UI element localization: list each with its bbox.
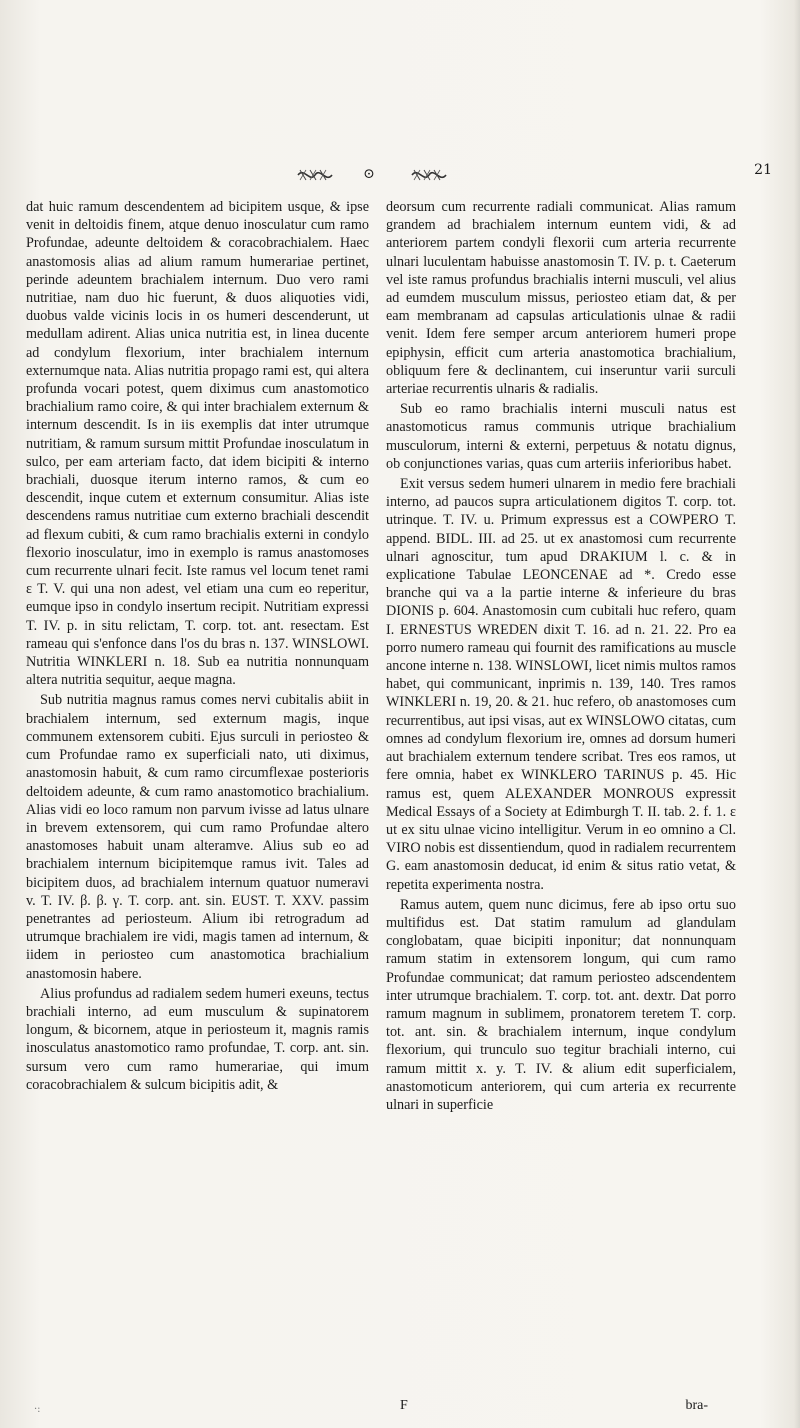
right-column [386, 198, 736, 1116]
printer-ornament-right-icon [410, 166, 448, 184]
right-paragraph-4: Ramus autem, quem nunc dicimus, fere ab ipso ortu suo multifidus est. Dat statim ramulum ad glandulam conglobatam, quae bicipiti inponitur; dat nonnunquam ramum statim in extensorem longum, qui cum ramo Profundae communicat; dat ramum periosteo adscendentem inter utrumque brachialem. T. corp. tot. ant. dextr. Dat porro ramum magnum in sublimem, pronatorem teretem T. corp. tot. ant. sin. & brachialem internum, inque condylum flexorium, qui trunculo suo tegitur brachiali interno, cui ramum mittit x. y. T. IV. & alium edit superficialem, anastomoticum anteriorem, qui cum arteria ex recurrente ulnari in superficie [386, 896, 736, 1113]
scan-edge-shadow [794, 0, 800, 1428]
left-paragraph-2: Sub nutritia magnus ramus comes nervi cubitalis abiit in brachialem internum, sed externum magis, inque communem extensorem cubiti. Ejus surculi in periosteo & cum Profundae ramo ex superficiali nato, uti diximus, anastomosin habuit, & cum ramo circumflexae posterioris deltoidem adeunte, & cum ramo anastomotico brachialium. Alias vidi eo loco ramum non parvum ivisse ad latus ulnare in brevem extensorem, qui cum ramo Profundae altero anastomoses habuit unam alteramve. Alius sub eo ad brachialem internum bicipitemque ramus ivit. Tales ad bicipitem duos, ad brachialem internum quatuor numeravi v. T. IV. β. β. γ. T. corp. ant. sin. EUST. T. XXV. passim penetrantes ad periosteum. Alium ibi retrogradum ad utrumque brachialem ire vidi, magis tamen ad internum, & iidem in periosteo cum anastomotica brachialium anastomosin habere. [26, 692, 369, 982]
right-paragraph-3: Exit versus sedem humeri ulnarem in medio fere brachiali interno, ad paucos supra articulationem digitos T. corp. tot. utrinque. T. IV. u. Primum expressus est a COWPERO T. append. BIDL. III. ad 25. ut ex anastomosi cum recurrente ulnari agnoscitur, tum apud DRAKIUM l. c. & in explicatione Tabulae LEONCENAE ad *. Credo esse branche qui va a la partie interne & inferieure du bras DIONIS p. 604. Anastomosin cum cubitali huc refero, quam I. ERNESTUS WREDEN dixit T. 16. ad n. 21. 22. Pro ea porro numero rameau qui fournit des ramifications au muscle ancone interne n. 138. WINSLOWI, licet nimis multos ramos habet, qui communicant, inprimis n. 139, 140. Tres ramos WINKLERI n. 19, 20. & 21. huc refero, ob anastomoses cum recurrentibus, aut ipsi visas, aut ex WINSLOWO citatas, cum omnes ad condylum flexorium ire, omnes ad dorsum humeri aut brachialem externum tendere scribat. Tres eos ramos, ut fere omnia, habet ex WINKLERO TARINUS p. 45. Hic ramus est, quem ALEXANDER MONROUS expressit Medical Essays of a Society at Edimburgh T. II. tab. 2. f. 1. ε ut ex situ ulnae vicino intelligitur. Verum in eo omnino a Cl. VIRO nobis est dissentiendum, quod in radialem recurrentem G. eam anastomosin deducat, id enim & situs ratio vetat, & repetita experimenta nostra. [386, 476, 736, 893]
printer-ornament-left-icon [296, 166, 334, 184]
signature-mark: F [400, 1398, 408, 1413]
right-paragraph-2: Sub eo ramo brachialis interni musculi natus est anastomoticus ramus communis utrique brachialium musculorum, interni & externi, perpetuus & notatu dignus, ob conjunctiones varias, quas cum arteriis inferioribus habet. [386, 401, 736, 472]
center-ornament: ⊙ [363, 166, 375, 182]
page-number: 21 [754, 162, 772, 178]
catchword: bra- [685, 1398, 708, 1413]
left-paragraph-1: dat huic ramum descendentem ad bicipitem usque, & ipse venit in deltoidis finem, atque denuo inosculatur cum ramo Profundae, adeunte deltoidem & coracobrachialem. Haec anastomosis alias ad alium ramum humerariae pertinet, perinde adeuntem brachialem internum. Duo vero rami nutritiae, nam duo hic fuerunt, & duos aliquoties vidi, duobus valde vicinis locis in os humeri descenderunt, ut medullam adirent. Alias unica nutritia est, in linea ducente ad condylum flexorium, inter brachialem internum externumque nata. Alias nutritia propago rami est, qui altera profunda vocari potest, quem diximus cum anastomotico brachialium ramo coire, & qui inter brachialem externum & internum descendit. Is in iis exemplis dat inter utrumque nutritiam, & ramum sursum mittit Profundae inosculatum in sulco, per eam arteriam facto, dat idem bicipiti & interno brachiali, duosque iterum interno ramos, & cum eo descendit, inque cutem et externum consumitur. Alias iste descendens ramus nutritiae cum externo brachiali descendit ad flexum cubiti, & cum ramo brachialis externi in condylo flexorio inosculatur, imo in exemplo is ramus anastomoses cum recurrente ulnari fecit. Iste ramus vel locum tenet rami ε T. V. qui una non adest, vel etiam una cum eo reperitur, eumque ipso in condylo insertum recipit. Nutritiam expressi T. IV. p. in situ relictam, T. corp. tot. ant. resectam. Est rameau qui s'enfonce dans l'os du bras n. 137. WINSLOWI. Nutritia WINKLERI n. 18. Sub ea nutritia nonnunquam altera nutritia sequitur, aeque magna. [26, 199, 369, 689]
footer-mark: ·: [34, 1404, 41, 1415]
page-header [0, 162, 800, 192]
left-column [26, 198, 369, 1096]
right-paragraph-1: deorsum cum recurrente radiali communicat. Alias ramum grandem ad brachialem internum euntem vidi, & ad anteriorem partem condyli flexorii cum arteria recurrente ulnari luculentam habuisse anastomosin T. IV. p. t. Caeterum vel iste ramus profundus brachialis interni musculi, vel alius ad eumdem musculum missus, periosteo etiam dat, & per eam membranam ad capsulas articulationis ulnae & radii venit. Idem fere semper arcum anteriorem humeri prope epiphysin, efficit cum arteria anastomotica brachialium, obliquum fere & declinantem, cui inseruntur varii surculi arteriae recurrentis ulnaris & radialis. [386, 199, 736, 398]
left-paragraph-3: Alius profundus ad radialem sedem humeri exeuns, tectus brachiali interno, ad eum musculum & supinatorem longum, & bicornem, atque in periosteum it, magnis ramis inosculatus anastomotico ramo profundae, T. corp. ant. sin. sursum vero cum ramo humerariae, qui imum coracobrachialem & sulcum bicipitis adit, & [26, 985, 369, 1093]
